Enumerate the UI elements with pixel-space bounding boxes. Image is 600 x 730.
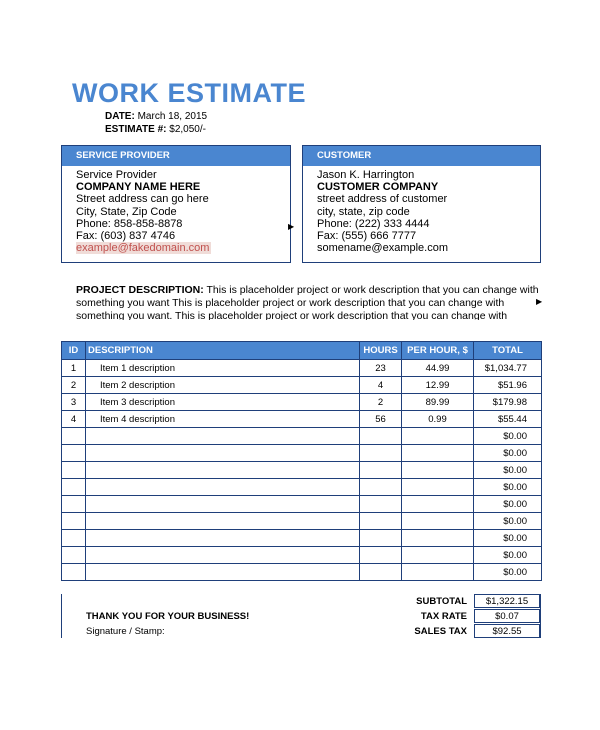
table-row	[62, 428, 542, 445]
cell-per-hour[interactable]: 12.99	[402, 377, 474, 394]
cell-hours[interactable]: 4	[360, 377, 402, 394]
customer-body	[303, 166, 540, 254]
cell-total[interactable]: $55.44	[474, 411, 542, 428]
cell-per-hour[interactable]: 89.99	[402, 394, 474, 411]
cell-id[interactable]: 3	[62, 394, 86, 411]
thanks-text: THANK YOU FOR YOUR BUSINESS!	[86, 611, 250, 622]
cell-hours[interactable]	[360, 496, 402, 513]
customer-header: CUSTOMER	[303, 146, 540, 166]
cell-hours[interactable]	[360, 547, 402, 564]
cell-total[interactable]: $0.00	[474, 462, 542, 479]
table-row	[62, 547, 542, 564]
table-row	[62, 445, 542, 462]
cell-description[interactable]: Item 2 description	[86, 377, 360, 394]
cell-id[interactable]	[62, 479, 86, 496]
estimate-line	[105, 124, 206, 135]
date-value: March 18, 2015	[137, 111, 208, 122]
service-provider-header: SERVICE PROVIDER	[62, 146, 290, 166]
table-row	[62, 496, 542, 513]
cell-id[interactable]	[62, 530, 86, 547]
table-row	[62, 394, 542, 411]
col-header-hours: HOURS	[360, 342, 402, 360]
provider-fax: Fax: (603) 837 4746	[76, 230, 176, 243]
cell-per-hour[interactable]	[402, 428, 474, 445]
cell-per-hour[interactable]	[402, 479, 474, 496]
table-row	[62, 377, 542, 394]
cell-hours[interactable]	[360, 445, 402, 462]
table-row	[62, 513, 542, 530]
col-header-per-hour: PER HOUR, $	[402, 342, 474, 360]
customer-city: city, state, zip code	[317, 205, 410, 218]
cell-id[interactable]: 2	[62, 377, 86, 394]
document-title: WORK ESTIMATE	[72, 78, 306, 108]
estimate-label: ESTIMATE #:	[105, 124, 167, 135]
cell-description[interactable]	[86, 564, 360, 581]
cell-description[interactable]	[86, 479, 360, 496]
cell-hours[interactable]	[360, 530, 402, 547]
cell-marker-icon: ▶	[536, 297, 543, 306]
signature-label: Signature / Stamp:	[86, 626, 165, 637]
table-row	[62, 360, 542, 377]
cell-description[interactable]: Item 3 description	[86, 394, 360, 411]
cell-total[interactable]: $179.98	[474, 394, 542, 411]
cell-total[interactable]: $0.00	[474, 479, 542, 496]
cell-hours[interactable]	[360, 564, 402, 581]
cell-hours[interactable]: 2	[360, 394, 402, 411]
project-description-text: This is placeholder project or work description that you can change with something you want This is placeholder project or work description that you can change with something you want. This is placeholder project or work description that you can change with	[76, 284, 539, 320]
table-row	[62, 479, 542, 496]
provider-phone: Phone: 858-858-8878	[76, 217, 183, 230]
cell-id[interactable]	[62, 462, 86, 479]
cell-description[interactable]	[86, 530, 360, 547]
cell-hours[interactable]: 56	[360, 411, 402, 428]
cell-description[interactable]	[86, 547, 360, 564]
tax-rate-label: TAX RATE	[420, 611, 467, 622]
cell-total[interactable]: $0.00	[474, 496, 542, 513]
service-provider-box	[61, 145, 291, 263]
cell-per-hour[interactable]: 0.99	[402, 411, 474, 428]
cell-description[interactable]	[86, 428, 360, 445]
customer-name: Jason K. Harrington	[317, 169, 415, 181]
col-header-description: DESCRIPTION	[86, 342, 360, 360]
project-description-label: PROJECT DESCRIPTION:	[76, 284, 204, 296]
cell-description[interactable]	[86, 462, 360, 479]
summary-section	[61, 594, 541, 638]
cell-description[interactable]	[86, 513, 360, 530]
estimate-value: $2,050/-	[169, 124, 206, 135]
date-line	[105, 111, 207, 122]
sales-tax-label: SALES TAX	[414, 626, 467, 637]
cell-description[interactable]: Item 1 description	[86, 360, 360, 377]
provider-name: Service Provider	[76, 169, 157, 181]
customer-fax: Fax: (555) 666 7777	[317, 230, 417, 243]
cell-id[interactable]: 1	[62, 360, 86, 377]
cell-id[interactable]	[62, 496, 86, 513]
cell-hours[interactable]	[360, 479, 402, 496]
cell-description[interactable]	[86, 496, 360, 513]
cell-id[interactable]	[62, 564, 86, 581]
cell-hours[interactable]	[360, 428, 402, 445]
cell-per-hour[interactable]	[402, 445, 474, 462]
cell-per-hour[interactable]	[402, 564, 474, 581]
service-provider-body	[62, 166, 290, 254]
col-header-total: TOTAL	[474, 342, 542, 360]
cell-id[interactable]	[62, 445, 86, 462]
table-row	[62, 530, 542, 547]
cell-total[interactable]: $0.00	[474, 428, 542, 445]
provider-city: City, State, Zip Code	[76, 205, 177, 218]
table-row	[62, 411, 542, 428]
customer-street: street address of customer	[317, 193, 448, 206]
cell-hours[interactable]	[360, 462, 402, 479]
cell-id[interactable]	[62, 547, 86, 564]
cell-total[interactable]: $0.00	[474, 547, 542, 564]
cell-per-hour[interactable]	[402, 547, 474, 564]
cell-per-hour[interactable]	[402, 496, 474, 513]
table-row	[62, 564, 542, 581]
table-header-row	[62, 342, 542, 360]
cell-per-hour[interactable]: 44.99	[402, 360, 474, 377]
cell-total[interactable]: $0.00	[474, 530, 542, 547]
customer-phone: Phone: (222) 333 4444	[317, 217, 430, 230]
date-label: DATE:	[105, 111, 135, 122]
subtotal-value[interactable]: $1,322.15	[474, 594, 540, 608]
provider-email-link[interactable]: example@fakedomain.com	[76, 242, 210, 255]
cell-per-hour[interactable]	[402, 462, 474, 479]
cell-id[interactable]: 4	[62, 411, 86, 428]
cell-total[interactable]: $0.00	[474, 564, 542, 581]
provider-street: Street address can go here	[76, 193, 209, 206]
provider-company: COMPANY NAME HERE	[76, 181, 201, 194]
cell-total[interactable]: $0.00	[474, 513, 542, 530]
cell-id[interactable]	[62, 513, 86, 530]
cell-description[interactable]	[86, 445, 360, 462]
cell-hours[interactable]: 23	[360, 360, 402, 377]
customer-email: somename@example.com	[317, 242, 448, 255]
tax-rate-value[interactable]: $0.07	[474, 609, 540, 623]
cell-total[interactable]: $51.96	[474, 377, 542, 394]
customer-company: CUSTOMER COMPANY	[317, 181, 439, 194]
cell-description[interactable]: Item 4 description	[86, 411, 360, 428]
sales-tax-value[interactable]: $92.55	[474, 624, 540, 638]
cell-marker-icon: ▶	[288, 222, 295, 231]
cell-per-hour[interactable]	[402, 530, 474, 547]
cell-total[interactable]: $0.00	[474, 445, 542, 462]
table-row	[62, 462, 542, 479]
cell-per-hour[interactable]	[402, 513, 474, 530]
project-description	[76, 284, 546, 320]
cell-hours[interactable]	[360, 513, 402, 530]
customer-box	[302, 145, 541, 263]
cell-id[interactable]	[62, 428, 86, 445]
subtotal-label: SUBTOTAL	[416, 596, 467, 607]
cell-total[interactable]: $1,034.77	[474, 360, 542, 377]
col-header-id: ID	[62, 342, 86, 360]
items-table	[61, 341, 542, 581]
